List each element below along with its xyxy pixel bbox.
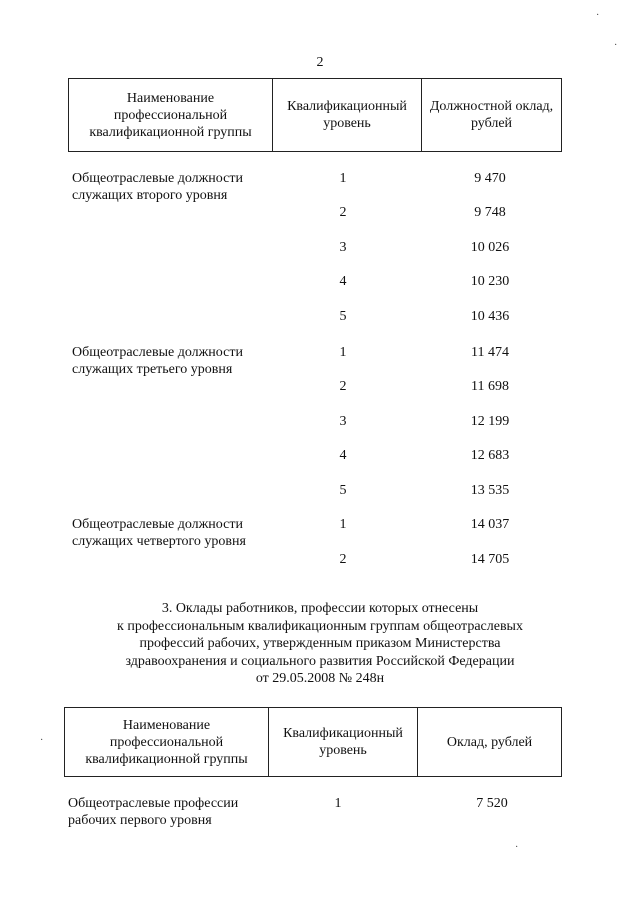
qual-level: 3	[339, 414, 347, 429]
qual-level: 2	[339, 552, 347, 567]
table-row	[0, 551, 640, 571]
salary-value: 10 436	[470, 309, 510, 324]
qual-level: 2	[339, 205, 347, 220]
salary-value: 10 026	[470, 240, 510, 255]
salary-value: 9 470	[474, 171, 506, 186]
salary-value: 14 037	[470, 517, 510, 532]
table-row	[0, 204, 640, 224]
salary-value: 10 230	[470, 274, 510, 289]
salary-value: 9 748	[474, 205, 506, 220]
salary-value: 12 683	[470, 448, 510, 463]
scan-speck: ·	[596, 10, 600, 21]
heading-line: 3. Оклады работников, профессии которых отнесены	[161, 601, 479, 616]
salary-value: 13 535	[470, 483, 510, 498]
page-number: 2	[316, 55, 324, 70]
table-row	[0, 239, 640, 259]
table-row	[0, 273, 640, 293]
qual-level: 5	[339, 483, 347, 498]
table-row	[0, 413, 640, 433]
salary-value: 14 705	[470, 552, 510, 567]
scan-speck: ·	[515, 842, 519, 853]
table-2-header	[64, 707, 562, 777]
qual-level: 5	[339, 309, 347, 324]
qual-level: 1	[339, 171, 347, 186]
table-row	[0, 795, 640, 828]
heading-line: здравоохранения и социального развития Российской Федерации	[125, 653, 515, 669]
qual-level: 1	[339, 517, 347, 532]
header-group-name: Наименование профессиональной квалификационной группы	[65, 708, 269, 777]
table-row	[0, 447, 640, 467]
qual-level: 1	[334, 796, 342, 811]
qual-level: 4	[339, 274, 347, 289]
header-qual-level: Квалификационный уровень	[269, 708, 418, 777]
header-salary: Оклад, рублей	[418, 708, 562, 777]
group-name: Общеотраслевые должности служащих четвертого уровня	[72, 517, 246, 549]
header-qual-level: Квалификационный уровень	[273, 79, 422, 152]
table-row	[0, 344, 640, 377]
scan-speck: ·	[614, 40, 618, 51]
heading-line: к профессиональным квалификационным группам общеотраслевых	[117, 618, 523, 634]
group-name: Общеотраслевые должности служащих третьего уровня	[72, 345, 243, 377]
table-row	[0, 482, 640, 502]
header-salary: Должностной оклад, рублей	[422, 79, 562, 152]
salary-value: 11 698	[471, 379, 509, 394]
scan-speck: ·	[40, 735, 44, 746]
table-row	[0, 378, 640, 398]
table-row	[0, 516, 640, 549]
table-1-header	[68, 78, 562, 152]
heading-line: от 29.05.2008 № 248н	[255, 671, 385, 686]
qual-level: 1	[339, 345, 347, 360]
table-row	[0, 308, 640, 328]
group-name: Общеотраслевые профессии рабочих первого уровня	[68, 796, 239, 828]
table-row	[0, 170, 640, 203]
heading-line: профессий рабочих, утвержденным приказом Министерства	[139, 636, 501, 651]
section-3-heading	[60, 600, 580, 688]
salary-value: 7 520	[476, 796, 508, 811]
group-name: Общеотраслевые должности служащих второго уровня	[72, 171, 243, 203]
header-group-name: Наименование профессиональной квалификационной группы	[69, 79, 273, 152]
qual-level: 2	[339, 379, 347, 394]
qual-level: 4	[339, 448, 347, 463]
salary-value: 12 199	[470, 414, 510, 429]
qual-level: 3	[339, 240, 347, 255]
salary-value: 11 474	[471, 345, 509, 360]
